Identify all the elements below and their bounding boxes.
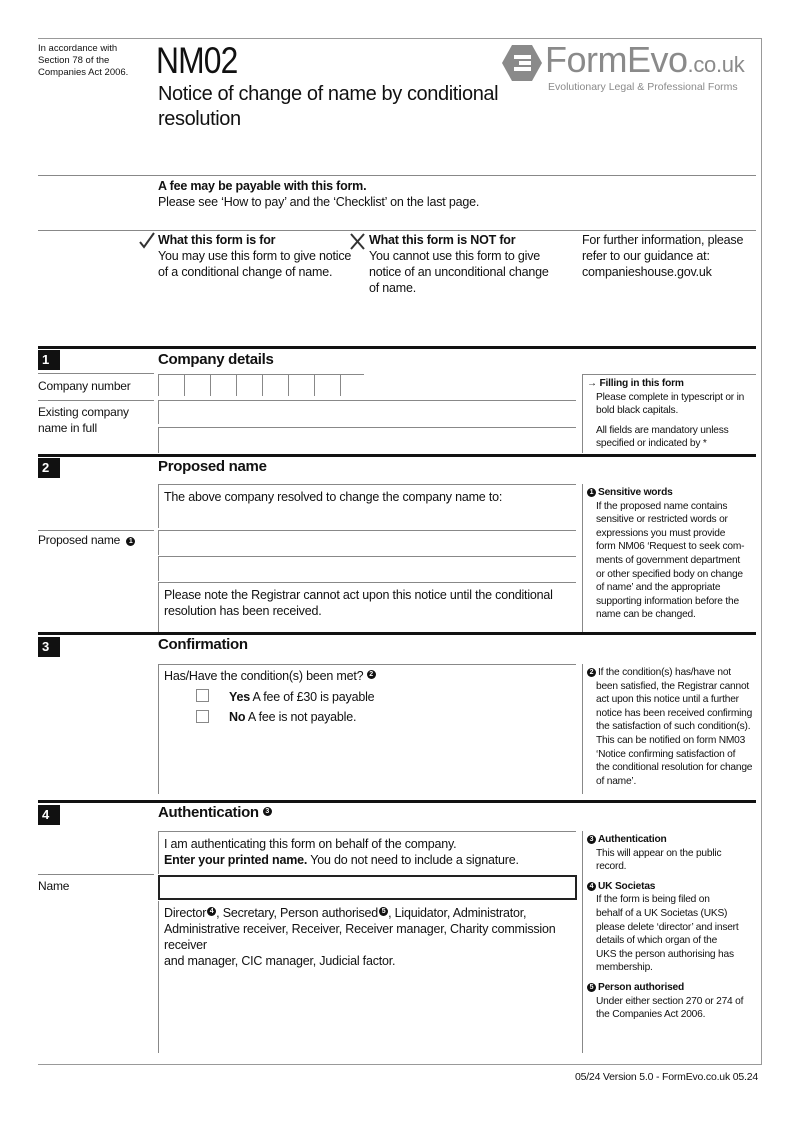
- note-marker-2: 2: [587, 668, 596, 677]
- section-title: Proposed name: [158, 458, 267, 475]
- version-footer: 05/24 Version 5.0 - FormEvo.co.uk 05.24: [574, 1071, 758, 1083]
- divider: [38, 874, 154, 875]
- section-number: 3: [38, 637, 60, 657]
- name-input[interactable]: [158, 875, 577, 900]
- condition-note: 2 If the condition(s) has/have not been satisfied, the Registrar cannot act upon this notice until a further notice has been received confirming the satisfaction of such condition(s). This can be notified on form NM03 ‘Notice confirming satisfaction of the conditional resolution for change of name’.: [582, 664, 758, 794]
- divider: [38, 175, 756, 176]
- note-marker-3: 3: [263, 807, 272, 816]
- note-marker-5: 5: [379, 907, 388, 916]
- company-number-digit[interactable]: [236, 374, 262, 396]
- name-label: Name: [38, 879, 70, 893]
- company-number-digit[interactable]: [262, 374, 288, 396]
- section-number: 1: [38, 350, 60, 370]
- existing-name-input-line1[interactable]: [158, 400, 576, 424]
- uk-societas-note: 4 UK Societas If the form is being filed on behalf of a UK Societas (UKS) please delete ‘director’ and insert details of which organ of the UKS the person authorising has membership.: [587, 880, 758, 975]
- section-2-rule: [38, 454, 756, 457]
- arrow-right-icon: →: [587, 378, 597, 389]
- legal-reference: In accordance with Section 78 of the Companies Act 2006.: [38, 43, 129, 78]
- condition-question: Has/Have the condition(s) been met?: [164, 669, 364, 683]
- section-number: 2: [38, 458, 60, 478]
- section-title: Authentication 3: [158, 804, 274, 821]
- authentication-notes: [582, 831, 758, 1053]
- checkmark-icon: [139, 232, 155, 249]
- formevo-hexagon-logo-icon: [502, 43, 542, 83]
- brand-suffix: .co.uk: [687, 52, 745, 77]
- formevo-logo: [502, 39, 757, 98]
- existing-name-label: Existing company name in full: [38, 405, 129, 435]
- divider: [38, 530, 154, 531]
- right-border: [761, 38, 762, 1065]
- bottom-border: [38, 1064, 762, 1065]
- divider: [38, 230, 756, 231]
- form-for-block: What this form is for You may use this form to give notice of a conditional change of name.: [158, 233, 352, 279]
- form-title: Notice of change of name by conditional resolution: [158, 83, 499, 130]
- company-number-digit[interactable]: [184, 374, 210, 396]
- company-number-label: Company number: [38, 379, 131, 393]
- fee-notice-text: Please see ‘How to pay’ and the ‘Checklist’ on the last page.: [158, 195, 480, 209]
- company-number-digit[interactable]: [158, 374, 184, 396]
- company-number-digit[interactable]: [314, 374, 340, 396]
- roles-list: Director 4 , Secretary, Person authorised 5 , Liquidator, Administrator, Administrative receiver, Receiver, Receiver manager, Charity commission receiver and manager, CIC manager, Judicial factor.: [164, 906, 556, 968]
- further-info-block: For further information, please refer to our guidance at: companieshouse.gov.uk: [582, 233, 744, 279]
- section-4-rule: [38, 800, 756, 803]
- company-number-digit[interactable]: [340, 374, 364, 396]
- authentication-intro-box: I am authenticating this form on behalf of the company. Enter your printed name. You do not need to include a signature.: [158, 831, 576, 874]
- no-option-label: No A fee is not payable.: [229, 710, 357, 724]
- filling-in-note: → Filling in this form Please complete in typescript or in bold black capitals. All fields are mandatory unless specified or indicated by *: [582, 374, 756, 453]
- fee-notice: [158, 178, 479, 210]
- existing-name-input-line2[interactable]: [158, 427, 576, 453]
- section-title: Company details: [158, 351, 274, 368]
- no-checkbox[interactable]: [196, 710, 209, 723]
- brand-tagline: Evolutionary Legal & Professional Forms: [548, 81, 738, 93]
- cross-icon: [350, 233, 365, 250]
- section-title: Confirmation: [158, 636, 248, 653]
- sensitive-words-note: 1 Sensitive words If the proposed name contains sensitive or restricted words or expressions you must provide form NM06 ‘Request to seek com- ments of government department or other specified body on change of name’ and the appropriate supporting information before the name can be changed.: [582, 484, 756, 632]
- form-not-for-block: What this form is NOT for You cannot use this form to give notice of an unconditional change of name.: [369, 233, 549, 295]
- divider: [158, 901, 159, 1053]
- proposed-name-input-line2[interactable]: [158, 556, 576, 581]
- note-marker-1: 1: [126, 537, 135, 546]
- divider: [38, 373, 154, 374]
- yes-option-label: Yes A fee of £30 is payable: [229, 690, 375, 704]
- divider: [38, 400, 154, 401]
- company-number-digit[interactable]: [288, 374, 314, 396]
- note-marker-2: 2: [367, 670, 376, 679]
- resolution-intro-box: The above company resolved to change the company name to:: [158, 484, 576, 528]
- guidance-link[interactable]: companieshouse.gov.uk: [582, 265, 712, 279]
- authentication-note: 3 Authentication This will appear on the public record.: [587, 833, 758, 874]
- fee-notice-title: A fee may be payable with this form.: [158, 179, 367, 193]
- company-number-digit[interactable]: [210, 374, 236, 396]
- section-number: 4: [38, 805, 60, 825]
- person-authorised-note: 5 Person authorised Under either section 270 or 274 of the Companies Act 2006.: [587, 981, 758, 1022]
- brand-main: FormEvo: [545, 39, 688, 80]
- note-marker-1: 1: [587, 488, 596, 497]
- confirmation-box: [158, 664, 576, 794]
- registrar-note-box: Please note the Registrar cannot act upon this notice until the conditional resolution has been received.: [158, 582, 576, 632]
- proposed-name-label: Proposed name 1: [38, 532, 137, 548]
- section-3-rule: [38, 632, 756, 635]
- section-1-rule: [38, 346, 756, 349]
- form-code: NM02: [156, 40, 238, 81]
- note-marker-4: 4: [207, 907, 216, 916]
- yes-checkbox[interactable]: [196, 689, 209, 702]
- proposed-name-input-line1[interactable]: [158, 530, 576, 555]
